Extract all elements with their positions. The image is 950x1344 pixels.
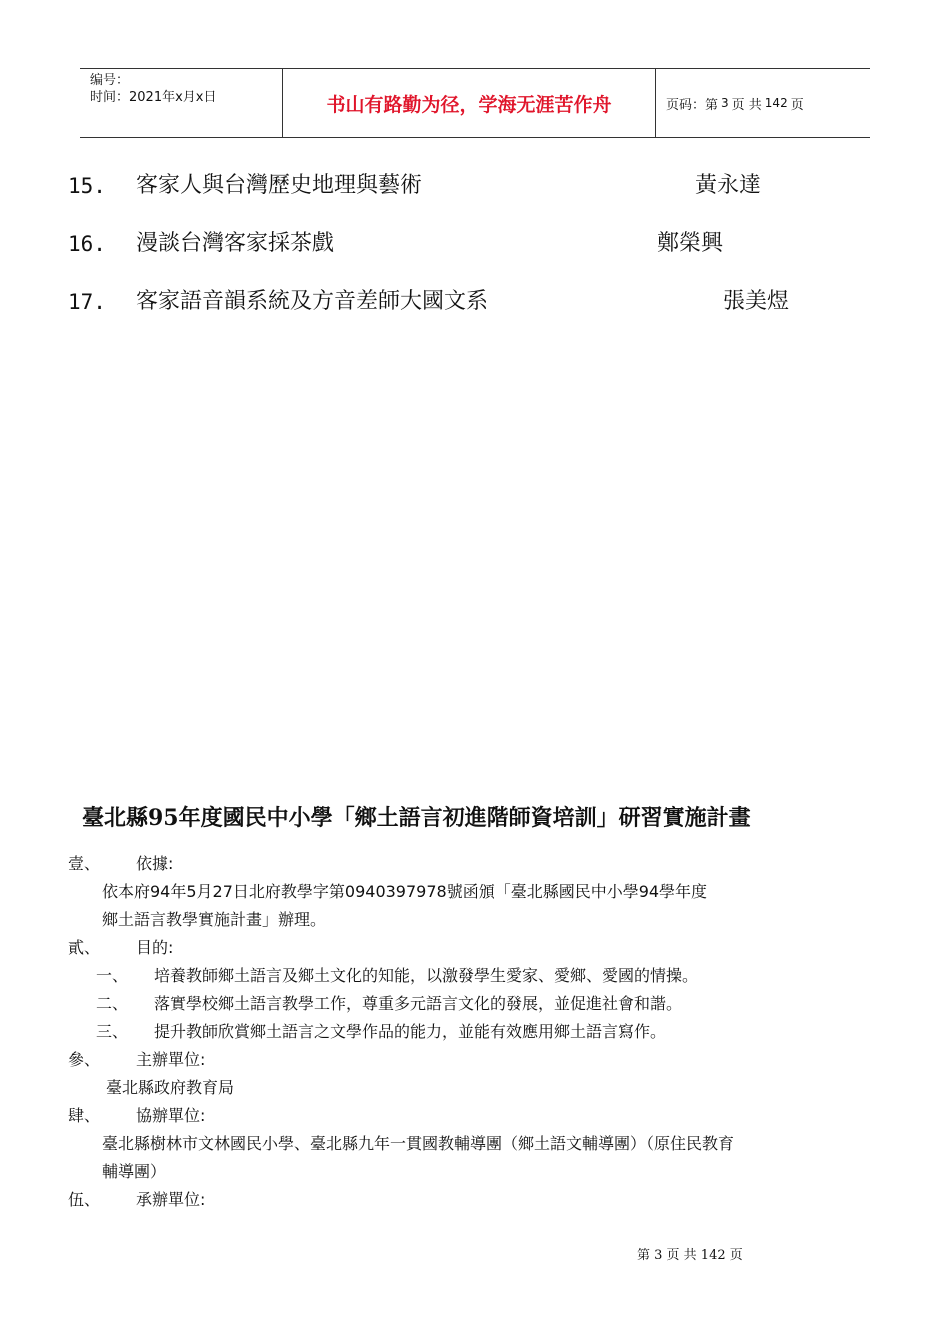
paragraph-line: 依本府94年5月27日北府教學字第0940397978號函頒「臺北縣國民中小學94學年度 (102, 882, 708, 901)
code-label: 编号： (90, 73, 130, 88)
section-title: 目的: (136, 938, 174, 957)
page-total: 142 (764, 96, 788, 110)
paragraph-line: 臺北縣政府教育局 (106, 1078, 235, 1097)
header-motto: 书山有路勤为径，学海无涯苦作舟 (282, 69, 656, 137)
section-title: 主辦單位: (136, 1050, 206, 1069)
paragraph (102, 1130, 878, 1186)
toc-title: 客家人與台灣歷史地理與藝術 (136, 173, 423, 198)
section-label: 伍、 (68, 1190, 101, 1209)
list-item-text: 落實學校鄉土語言教學工作，尊重多元語言文化的發展，並促進社會和諧。 (154, 994, 683, 1013)
toc-number: 16. (68, 232, 106, 256)
page-header (80, 68, 870, 138)
section-heading (68, 1186, 878, 1214)
toc-author: 黃永達 (695, 173, 762, 198)
toc-title: 漫談台灣客家採茶戲 (136, 231, 335, 256)
list-item (68, 962, 878, 990)
paragraph-line: 輔導團） (102, 1162, 167, 1181)
page-mid: 页 共 (731, 97, 762, 113)
section-heading (68, 934, 878, 962)
header-page-info (656, 69, 870, 137)
toc-item (68, 168, 888, 226)
page-number: 3 (721, 96, 729, 110)
toc-item (68, 284, 888, 342)
toc-list (68, 168, 888, 342)
date-label: 时间：2021年x月x日 (90, 90, 217, 105)
list-item-text: 提升教師欣賞鄉土語言之文學作品的能力，並能有效應用鄉土語言寫作。 (154, 1022, 667, 1041)
page-footer: 第 3 页 共 142 页 (637, 1248, 743, 1263)
document-body (68, 850, 878, 1214)
header-meta (80, 69, 282, 137)
list-item-label: 一、 (96, 966, 129, 985)
section-title: 協辦單位: (136, 1106, 206, 1125)
page-suffix: 页 (790, 97, 804, 113)
paragraph (106, 1074, 878, 1102)
section-label: 壹、 (68, 854, 101, 873)
page-prefix: 页码：第 (666, 97, 719, 113)
section-title: 依據: (136, 854, 174, 873)
toc-author: 鄭榮興 (657, 231, 724, 256)
toc-number: 15. (68, 174, 106, 198)
paragraph-line: 臺北縣樹林市文林國民小學、臺北縣九年一貫國教輔導團（鄉土語文輔導團）（原住民教育 (102, 1134, 735, 1153)
paragraph (102, 878, 878, 934)
section-heading (68, 1102, 878, 1130)
toc-author: 張美煜 (723, 289, 790, 314)
toc-title: 客家語音韻系統及方音差師大國文系 (136, 289, 489, 314)
list-item-text: 培養教師鄉土語言及鄉土文化的知能，以激發學生愛家、愛鄉、愛國的情操。 (154, 966, 699, 985)
toc-item (68, 226, 888, 284)
document-title: 臺北縣95年度國民中小學「鄉土語言初進階師資培訓」研習實施計畫 (82, 805, 751, 831)
toc-number: 17. (68, 290, 106, 314)
section-title: 承辦單位: (136, 1190, 206, 1209)
section-label: 肆、 (68, 1106, 101, 1125)
section-label: 貳、 (68, 938, 101, 957)
paragraph-line: 鄉土語言教學實施計畫」辦理。 (102, 910, 327, 929)
section-heading (68, 850, 878, 878)
section-heading (68, 1046, 878, 1074)
section-label: 參、 (68, 1050, 101, 1069)
list-item (68, 1018, 878, 1046)
list-item (68, 990, 878, 1018)
list-item-label: 三、 (96, 1022, 129, 1041)
list-item-label: 二、 (96, 994, 129, 1013)
